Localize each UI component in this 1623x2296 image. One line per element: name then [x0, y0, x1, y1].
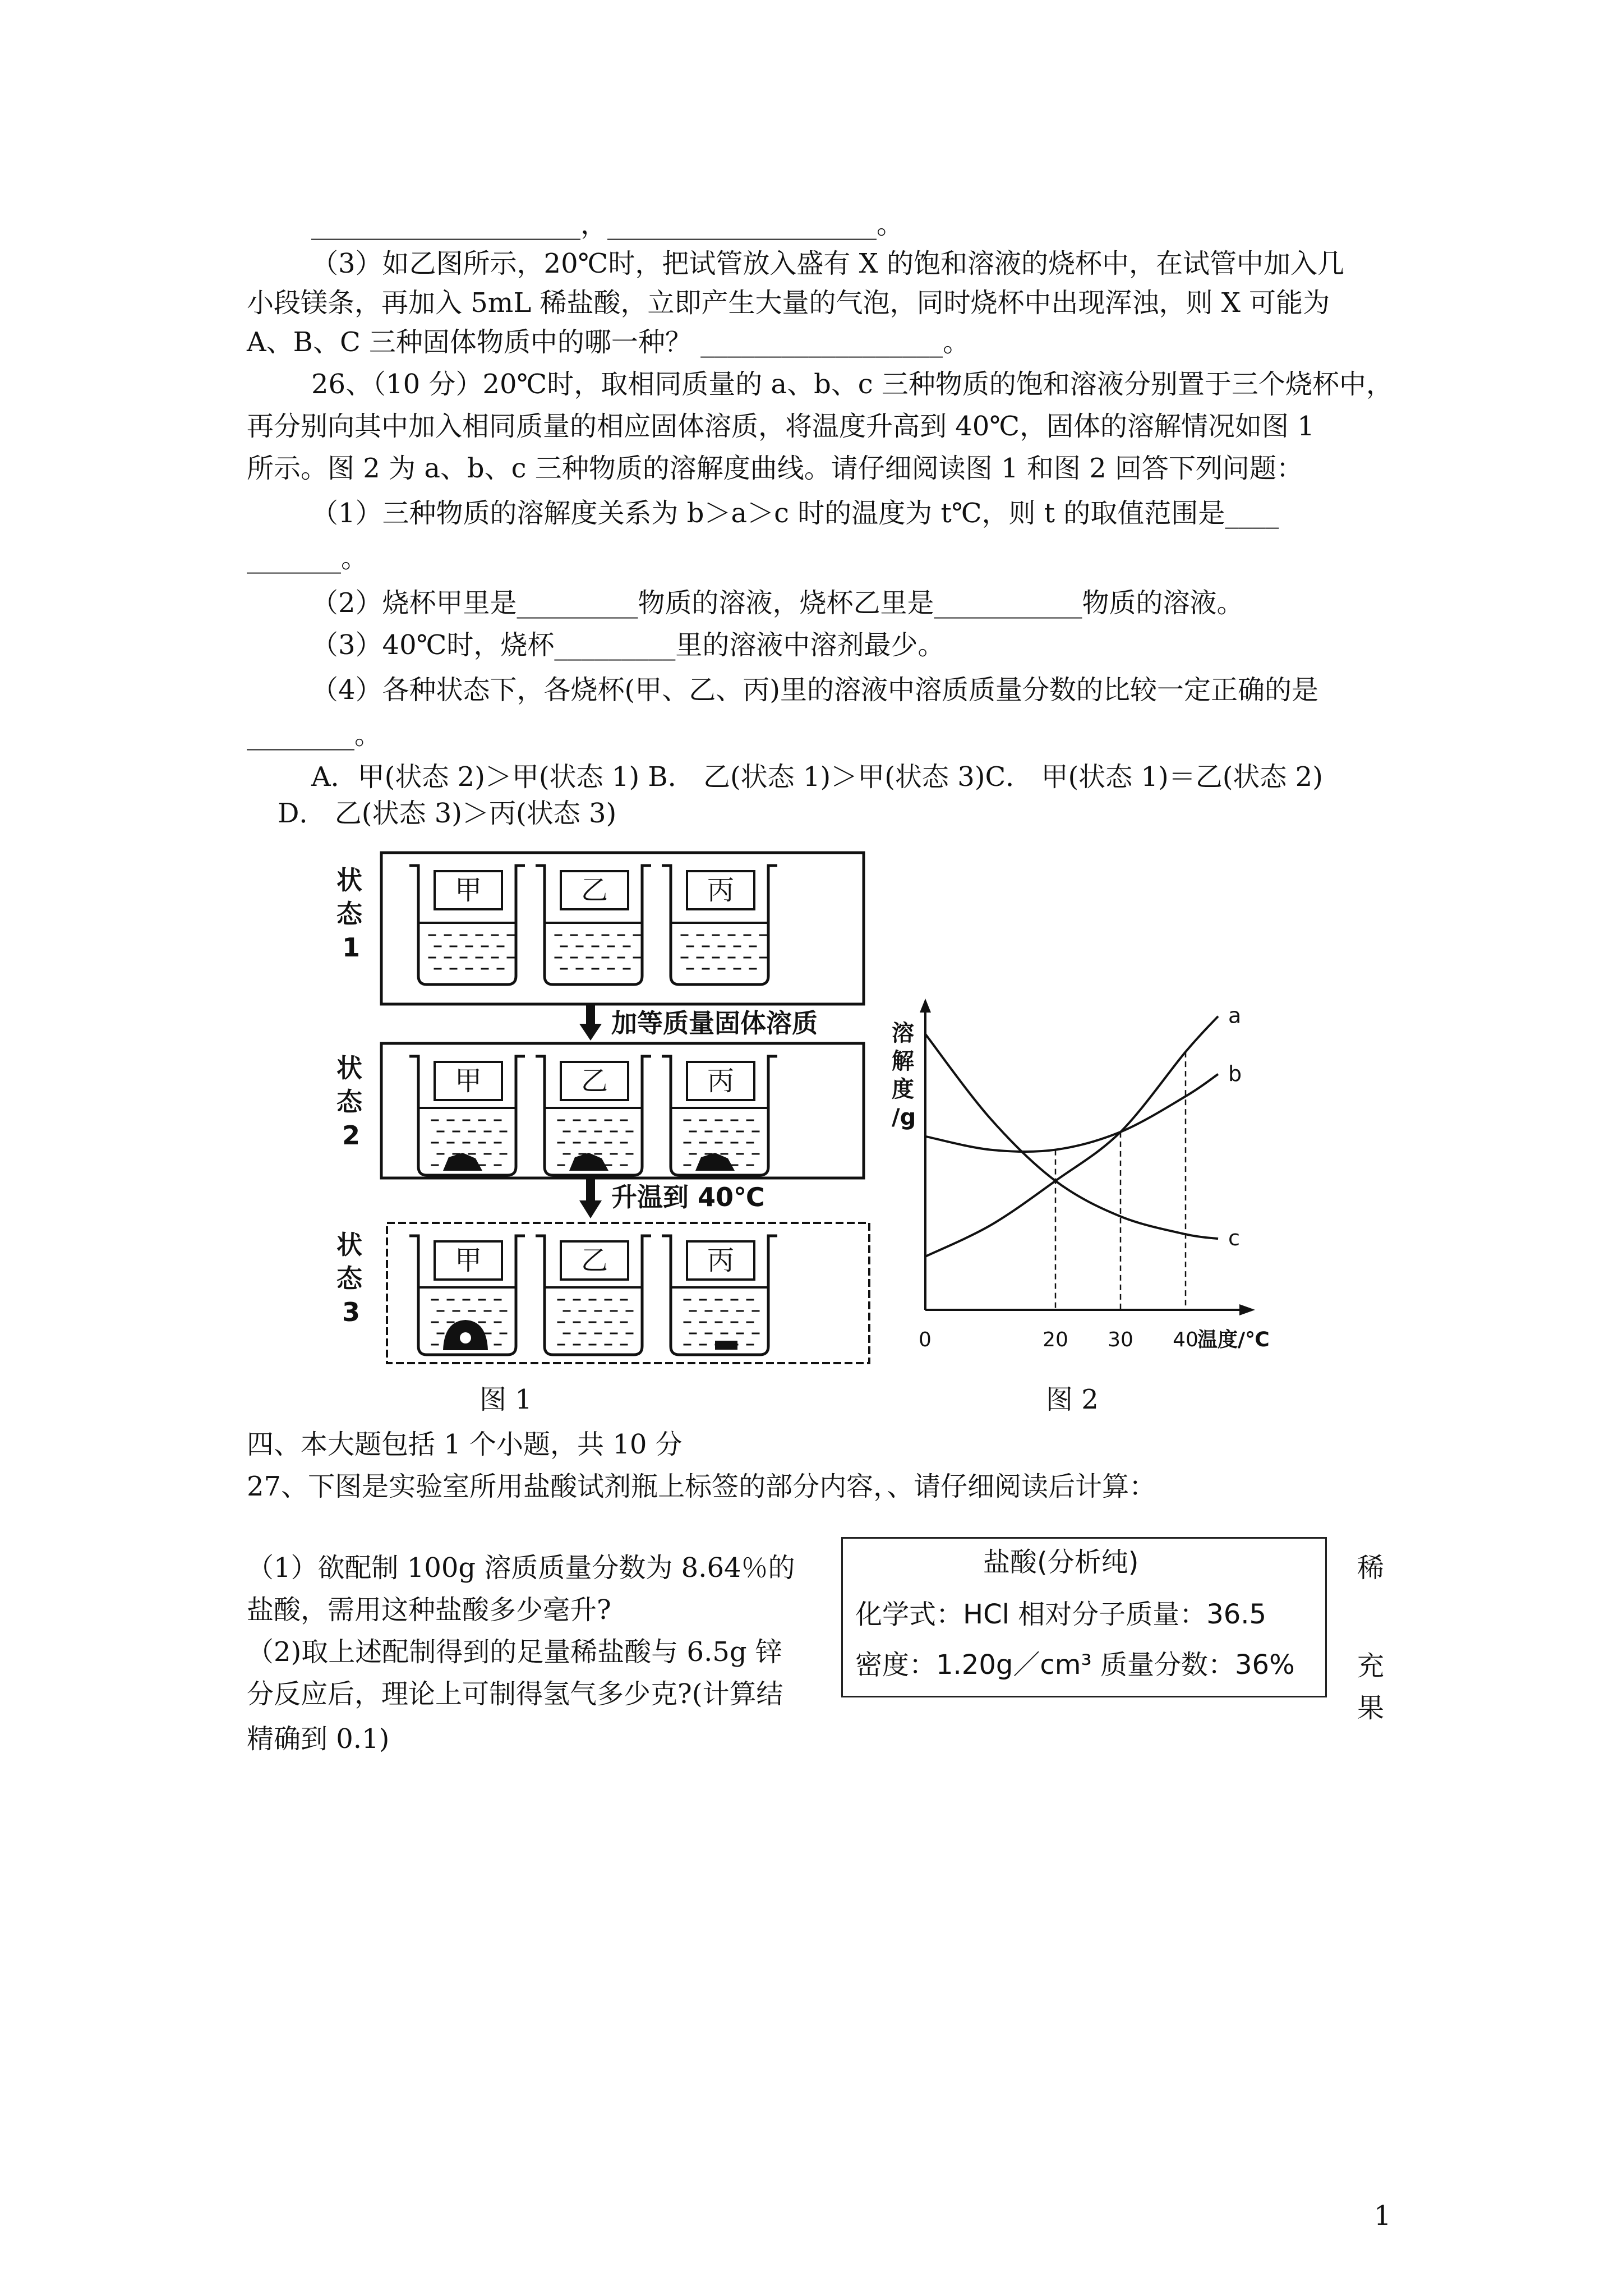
state-label: 状 — [336, 1053, 362, 1083]
state-label: 态 — [336, 899, 362, 929]
question-27-part-2-line-3: 精确到 0.1) — [247, 1723, 390, 1755]
beaker — [536, 1236, 651, 1355]
state-label: 3 — [342, 1297, 361, 1327]
beaker-tag-label: 丙 — [707, 1065, 735, 1097]
state-label: 状 — [336, 1230, 362, 1260]
reagent-label-title: 盐酸(分析纯) — [983, 1547, 1139, 1578]
question-26-part-3: （3）40℃时，烧杯_________里的溶液中溶剂最少。 — [311, 629, 945, 661]
question-26-line-3: 所示。图 2 为 a、b、c 三种物质的溶解度曲线。请仔细阅读图 1 和图 2 回答下列问题： — [247, 453, 1303, 484]
reagent-label — [841, 1537, 1327, 1697]
x-axis-label: 温度/℃ — [1197, 1328, 1270, 1351]
section-heading: 四、本大题包括 1 个小题，共 10 分 — [247, 1429, 683, 1460]
beaker — [662, 1236, 777, 1355]
reagent-label-formula: 化学式：HCl 相对分子质量：36.5 — [855, 1599, 1267, 1630]
x-tick-label: 40 — [1173, 1328, 1198, 1351]
question-27-part-2-line-1: （2)取上述配制得到的足量稀盐酸与 6.5g 锌 — [247, 1636, 782, 1668]
arrow-label-heat: 升温到 40℃ — [611, 1182, 765, 1212]
x-tick-label: 0 — [919, 1328, 932, 1351]
question-3-line-2: 小段镁条，再加入 5mL 稀盐酸，立即产生大量的气泡，同时烧杯中出现浑浊，则 X 可能为 — [247, 287, 1330, 319]
state-label: 态 — [336, 1087, 362, 1117]
question-26-part-4: （4）各种状态下，各烧杯(甲、乙、丙)里的溶液中溶质质量分数的比较一定正确的是 — [311, 674, 1318, 706]
option-line-2: D． 乙(状态 3)＞丙(状态 3) — [278, 798, 617, 829]
figure-2-solubility-chart — [880, 999, 1284, 1363]
state-label: 1 — [342, 932, 361, 963]
x-tick-label: 20 — [1043, 1328, 1068, 1351]
beaker — [536, 1056, 651, 1175]
y-axis-label: 解 — [892, 1048, 914, 1074]
question-26-part-4-blank: ________。 — [247, 719, 382, 751]
question-27-part-1-line-1: （1）欲配制 100g 溶质质量分数为 8.64％的 — [247, 1552, 795, 1584]
curve-a — [925, 1016, 1218, 1257]
arrow-label-add-solute: 加等质量固体溶质 — [611, 1008, 818, 1038]
y-axis-label: 溶 — [892, 1020, 914, 1046]
question-3-line-1: （3）如乙图所示，20℃时，把试管放入盛有 X 的饱和溶液的烧杯中，在试管中加入几 — [311, 248, 1345, 279]
beaker-tag-label: 甲 — [454, 1065, 482, 1097]
beaker — [662, 866, 777, 984]
beaker-tag-label: 丙 — [707, 1245, 735, 1276]
figure-1-beakers — [314, 841, 909, 1380]
beaker-tag-label: 甲 — [454, 875, 482, 906]
option-line-1: A．甲(状态 2)＞甲(状态 1) B． 乙(状态 1)＞甲(状态 3)C． 甲(状态 1)＝乙(状态 2) — [311, 761, 1323, 793]
x-tick-label: 30 — [1108, 1328, 1133, 1351]
question-26-part-2: （2）烧杯甲里是_________物质的溶液，烧杯乙里是___________物质的溶液。 — [311, 587, 1244, 619]
question-26-part-1-blank: _______。 — [247, 542, 368, 574]
beaker-tag-label: 乙 — [580, 875, 608, 906]
figure-1-caption: 图 1 — [479, 1384, 532, 1415]
series-label-a: a — [1228, 1003, 1242, 1028]
undissolved-solid — [695, 1153, 735, 1171]
question-27-part-1-line-2: 盐酸，需用这种盐酸多少毫升? — [247, 1594, 611, 1626]
page-number: 1 — [1374, 2200, 1391, 2231]
beaker-tag-label: 乙 — [580, 1065, 608, 1097]
figure-2-caption: 图 2 — [1046, 1384, 1099, 1415]
question-26-part-1: （1）三种物质的溶解度关系为 b＞a＞c 时的温度为 t℃，则 t 的取值范围是____ — [311, 498, 1279, 529]
beaker — [409, 1236, 525, 1355]
question-3-line-3: A、B、C 三种固体物质中的哪一种？ __________________。 — [247, 326, 970, 358]
undissolved-solid — [569, 1153, 608, 1171]
undissolved-solid — [715, 1341, 737, 1350]
beaker — [536, 866, 651, 984]
beaker-tag-label: 甲 — [454, 1245, 482, 1276]
beaker — [409, 1056, 525, 1175]
answer-blank-line: ____________________，____________________。 — [311, 209, 904, 240]
state-label: 状 — [336, 865, 362, 895]
question-26-line-2: 再分别向其中加入相同质量的相应固体溶质，将温度升高到 40℃，固体的溶解情况如图 1 — [247, 411, 1315, 442]
x-axis-arrow-icon — [1239, 1304, 1255, 1315]
state-label: 2 — [342, 1120, 361, 1151]
y-axis-arrow-icon — [920, 999, 931, 1013]
state-label: 态 — [336, 1263, 362, 1294]
beaker-tag-label: 丙 — [707, 875, 735, 906]
series-label-c: c — [1228, 1226, 1240, 1251]
reagent-label-density: 密度：1.20g／cm³ 质量分数：36% — [855, 1649, 1295, 1681]
question-27-intro: 27、下图是实验室所用盐酸试剂瓶上标签的部分内容，、请仔细阅读后计算： — [247, 1471, 1156, 1502]
y-axis-label: /g — [892, 1105, 916, 1130]
undissolved-solid — [443, 1153, 482, 1171]
beaker-tag-label: 乙 — [580, 1245, 608, 1276]
question-27-right-char: 充 — [1357, 1650, 1385, 1682]
beaker — [409, 866, 525, 984]
question-27-right-char: 稀 — [1357, 1552, 1385, 1584]
question-27-part-2-line-2: 分反应后，理论上可制得氢气多少克?(计算结 — [247, 1678, 783, 1710]
series-label-b: b — [1228, 1061, 1242, 1086]
curve-b — [925, 1074, 1218, 1152]
question-26-line-1: 26、（10 分）20℃时，取相同质量的 a、b、c 三种物质的饱和溶液分别置于三个烧杯中， — [311, 369, 1393, 400]
question-27-right-char: 果 — [1357, 1692, 1385, 1724]
y-axis-label: 度 — [892, 1076, 914, 1102]
solid-highlight — [460, 1332, 471, 1343]
beaker — [662, 1056, 777, 1175]
